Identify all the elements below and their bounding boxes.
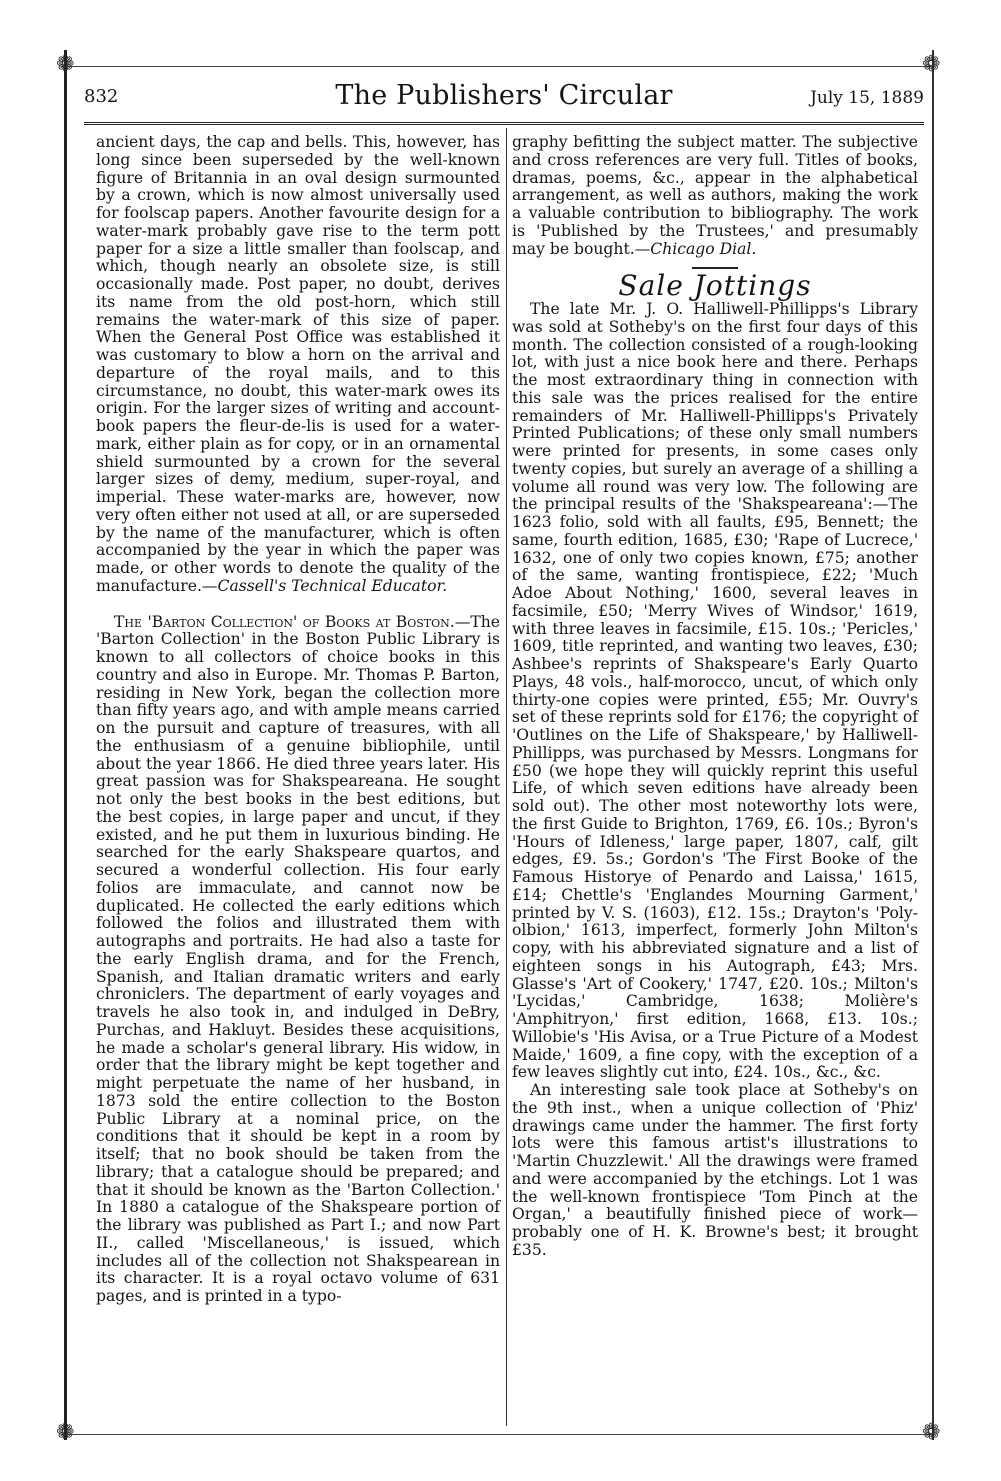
section-title: Sale Jottings (618, 269, 812, 303)
article-heading: The 'Barton Collection' of Books at Boston. (114, 612, 455, 631)
article-paragraph: The 'Barton Collection' of Books at Boston.—The 'Barton Collection' in the Boston Public Library is known to all collectors of choice books in this country and also in Europe. Mr. Thomas P. Barton, residing in New York, began the collection more than fifty years ago, and with ample means carried on the pursuit and capture of treasures, with all the enthusiasm of a genuine bibliophile, until about the year 1866. He died three years later. His great passion was for Shakspeareana. He sought not only the best books in the best editions, but the best copies, in large paper and uncut, if they existed, and he put them in luxurious binding. He searched for the early Shakspeare quartos, and secured a wonderful collection. His four early folios are immaculate, and cannot now be duplicated. He collected the early editions which followed the folios and illustrated them with autographs and portraits. He had also a taste for the early English drama, and for the French, Spanish, and Italian dramatic writers and early chroniclers. The department of early voyages and travels he also took in, and indulged in DeBry, Purchas, and Hakluyt. Besides these acquisitions, he made a scholar's general library. His widow, in order that the library might be kept together and might perpetuate the name of her husband, in 1873 sold the entire collection to the Boston Public Library at a nominal price, on the conditions that it should be kept in a room by itself; that no book should be taken from the library; that a catalogue should be prepared; and that it should be known as the 'Barton Collection.' In 1880 a catalogue of the Shakspeare portion of the library was published as Part I.; and now Part II., called 'Miscellaneous,' is issued, which includes all of the collection not Shakspearean in its character. It is a royal octavo volume of 631 pages, and is printed in a typo- (96, 612, 500, 1305)
page-header (84, 80, 924, 120)
publication-title: The Publishers' Circular (335, 80, 673, 111)
article-paragraph: ancient days, the cap and bells. This, however, has long since been superseded by the well-known figure of Britannia in an oval design surmounted by a crown, which is now almost universally used for foolscap papers. Another favourite design for a water-mark probably gave rise to the term pott paper for a size a little smaller than foolscap, and which, though nearly an obsolete size, is still occasionally made. Post paper, no doubt, derives its name from the old post-horn, which still remains the water-mark of this size of paper. When the General Post Office was established it was customary to blow a horn on the arrival and departure of the royal mails, and to this circumstance, no doubt, this water-mark owes its origin. For the larger sizes of writing and account-book papers the fleur-de-lis is used for a water-mark, either plain as for copy, or in an ornamental shield surmounted by a crown for the several larger sizes of demy, medium, super-royal, and imperial. These water-marks are, however, now very often either not used at all, or are superseded by the name of the manufacturer, which is often accompanied by the year in which the paper was made, or other words to denote the quality of the manufacture.—Cassell's Technical Educator. (96, 133, 500, 595)
article-source: —Chicago Dial. (634, 239, 757, 258)
header-double-rule (84, 122, 924, 125)
article-paragraph: An interesting sale took place at Sotheby's on the 9th inst., when a unique collection of 'Phiz' drawings came under the hammer. The first forty lots were this famous artist's illustrations to 'Martin Chuzzlewit.' All the drawings were framed and were accompanied by the etchings. Lot 1 was the well-known frontispiece 'Tom Pinch at the Organ,' a beautifully finished piece of work—probably one of H. K. Browne's best; it brought £35. (512, 1081, 918, 1259)
article-paragraph: graphy befitting the subject matter. The subjective and cross references are very full. Titles of books, dramas, poems, &c., appear in the alphabetical arrangement, as well as authors, making the work a valuable contribution to bibliography. The work is 'Published by the Trustees,' and presumably may be bought.—Chicago Dial. (512, 133, 918, 258)
article-paragraph: The late Mr. J. O. Halliwell-Phillipps's Library was sold at Sotheby's on the first four days of this month. The collection consisted of a rough-looking lot, with just a nice book here and there. Perhaps the most extraordinary thing in connection with this sale was the prices realised for the entire remainders of Mr. Halliwell-Phillipps's Privately Printed Publications; of these only small numbers were printed for presents, in some cases only twenty copies, but surely an average of a shilling a volume all round was very low. The following are the principal results of the 'Shakspeareana':—The 1623 folio, sold with all faults, £95, Bennett; the same, fourth edition, 1685, £30; 'Rape of Lucrece,' 1632, one of only two copies known, £75; another of the same, wanting frontispiece, £22; 'Much Adoe About Nothing,' 1600, several leaves in facsimile, £50; 'Merry Wives of Windsor,' 1619, with three leaves in facsimile, £15. 10s.; 'Pericles,' 1609, title reprinted, and wanting two leaves, £30; Ashbee's reprints of Shakspeare's Early Quarto Plays, 48 vols., half-morocco, uncut, of which only thirty-one copies were printed, £55; Mr. Ouvry's set of these reprints sold for £176; the copyright of 'Outlines on the Life of Shakspeare,' by Halliwell-Phillipps, was purchased by Messrs. Longmans for £50 (we hope they will quickly reprint this useful Life, of which seven editions have already been sold out). The other most noteworthy lots were, the first Guide to Brighton, 1769, £6. 10s.; Byron's 'Hours of Idleness,' large paper, 1807, calf, gilt edges, £9. 5s.; Gordon's 'The First Booke of the Famous Historye of Penardo and Laissa,' 1615, £14; Chettle's 'Englandes Mourning Garment,' printed by V. S. (1603), £12. 15s.; Drayton's 'Poly-olbion,' 1613, imperfect, formerly John Milton's copy, with his abbreviated signature and a list of eighteen songs in his Autograph, £43; Mrs. Glasse's 'Art of Cookery,' 1747, £20. 10s.; Milton's 'Lycidas,' Cambridge, 1638; Molière's 'Amphitryon,' first edition, 1668, £13. 10s.; Willobie's 'His Avisa, or a True Picture of a Modest Maide,' 1609, a fine copy, with the exception of a few leaves slightly cut into, £24. 10s., &c., &c. (512, 300, 918, 1082)
right-column (512, 134, 918, 1260)
column-divider (506, 128, 507, 1426)
corner-ornament-icon: ❁ (922, 1420, 941, 1445)
page-edge-right (932, 50, 934, 1440)
corner-ornament-icon: ❁ (56, 52, 75, 77)
issue-date: July 15, 1889 (810, 88, 924, 108)
page-number: 832 (84, 86, 119, 107)
left-column (96, 134, 500, 1306)
corner-ornament-icon: ❁ (922, 52, 941, 77)
article-source: —Cassell's Technical Educator. (201, 576, 448, 595)
top-rule (62, 66, 931, 67)
page-edge-left (64, 50, 67, 1440)
bottom-rule (62, 1434, 931, 1435)
corner-ornament-icon: ❁ (56, 1420, 75, 1445)
